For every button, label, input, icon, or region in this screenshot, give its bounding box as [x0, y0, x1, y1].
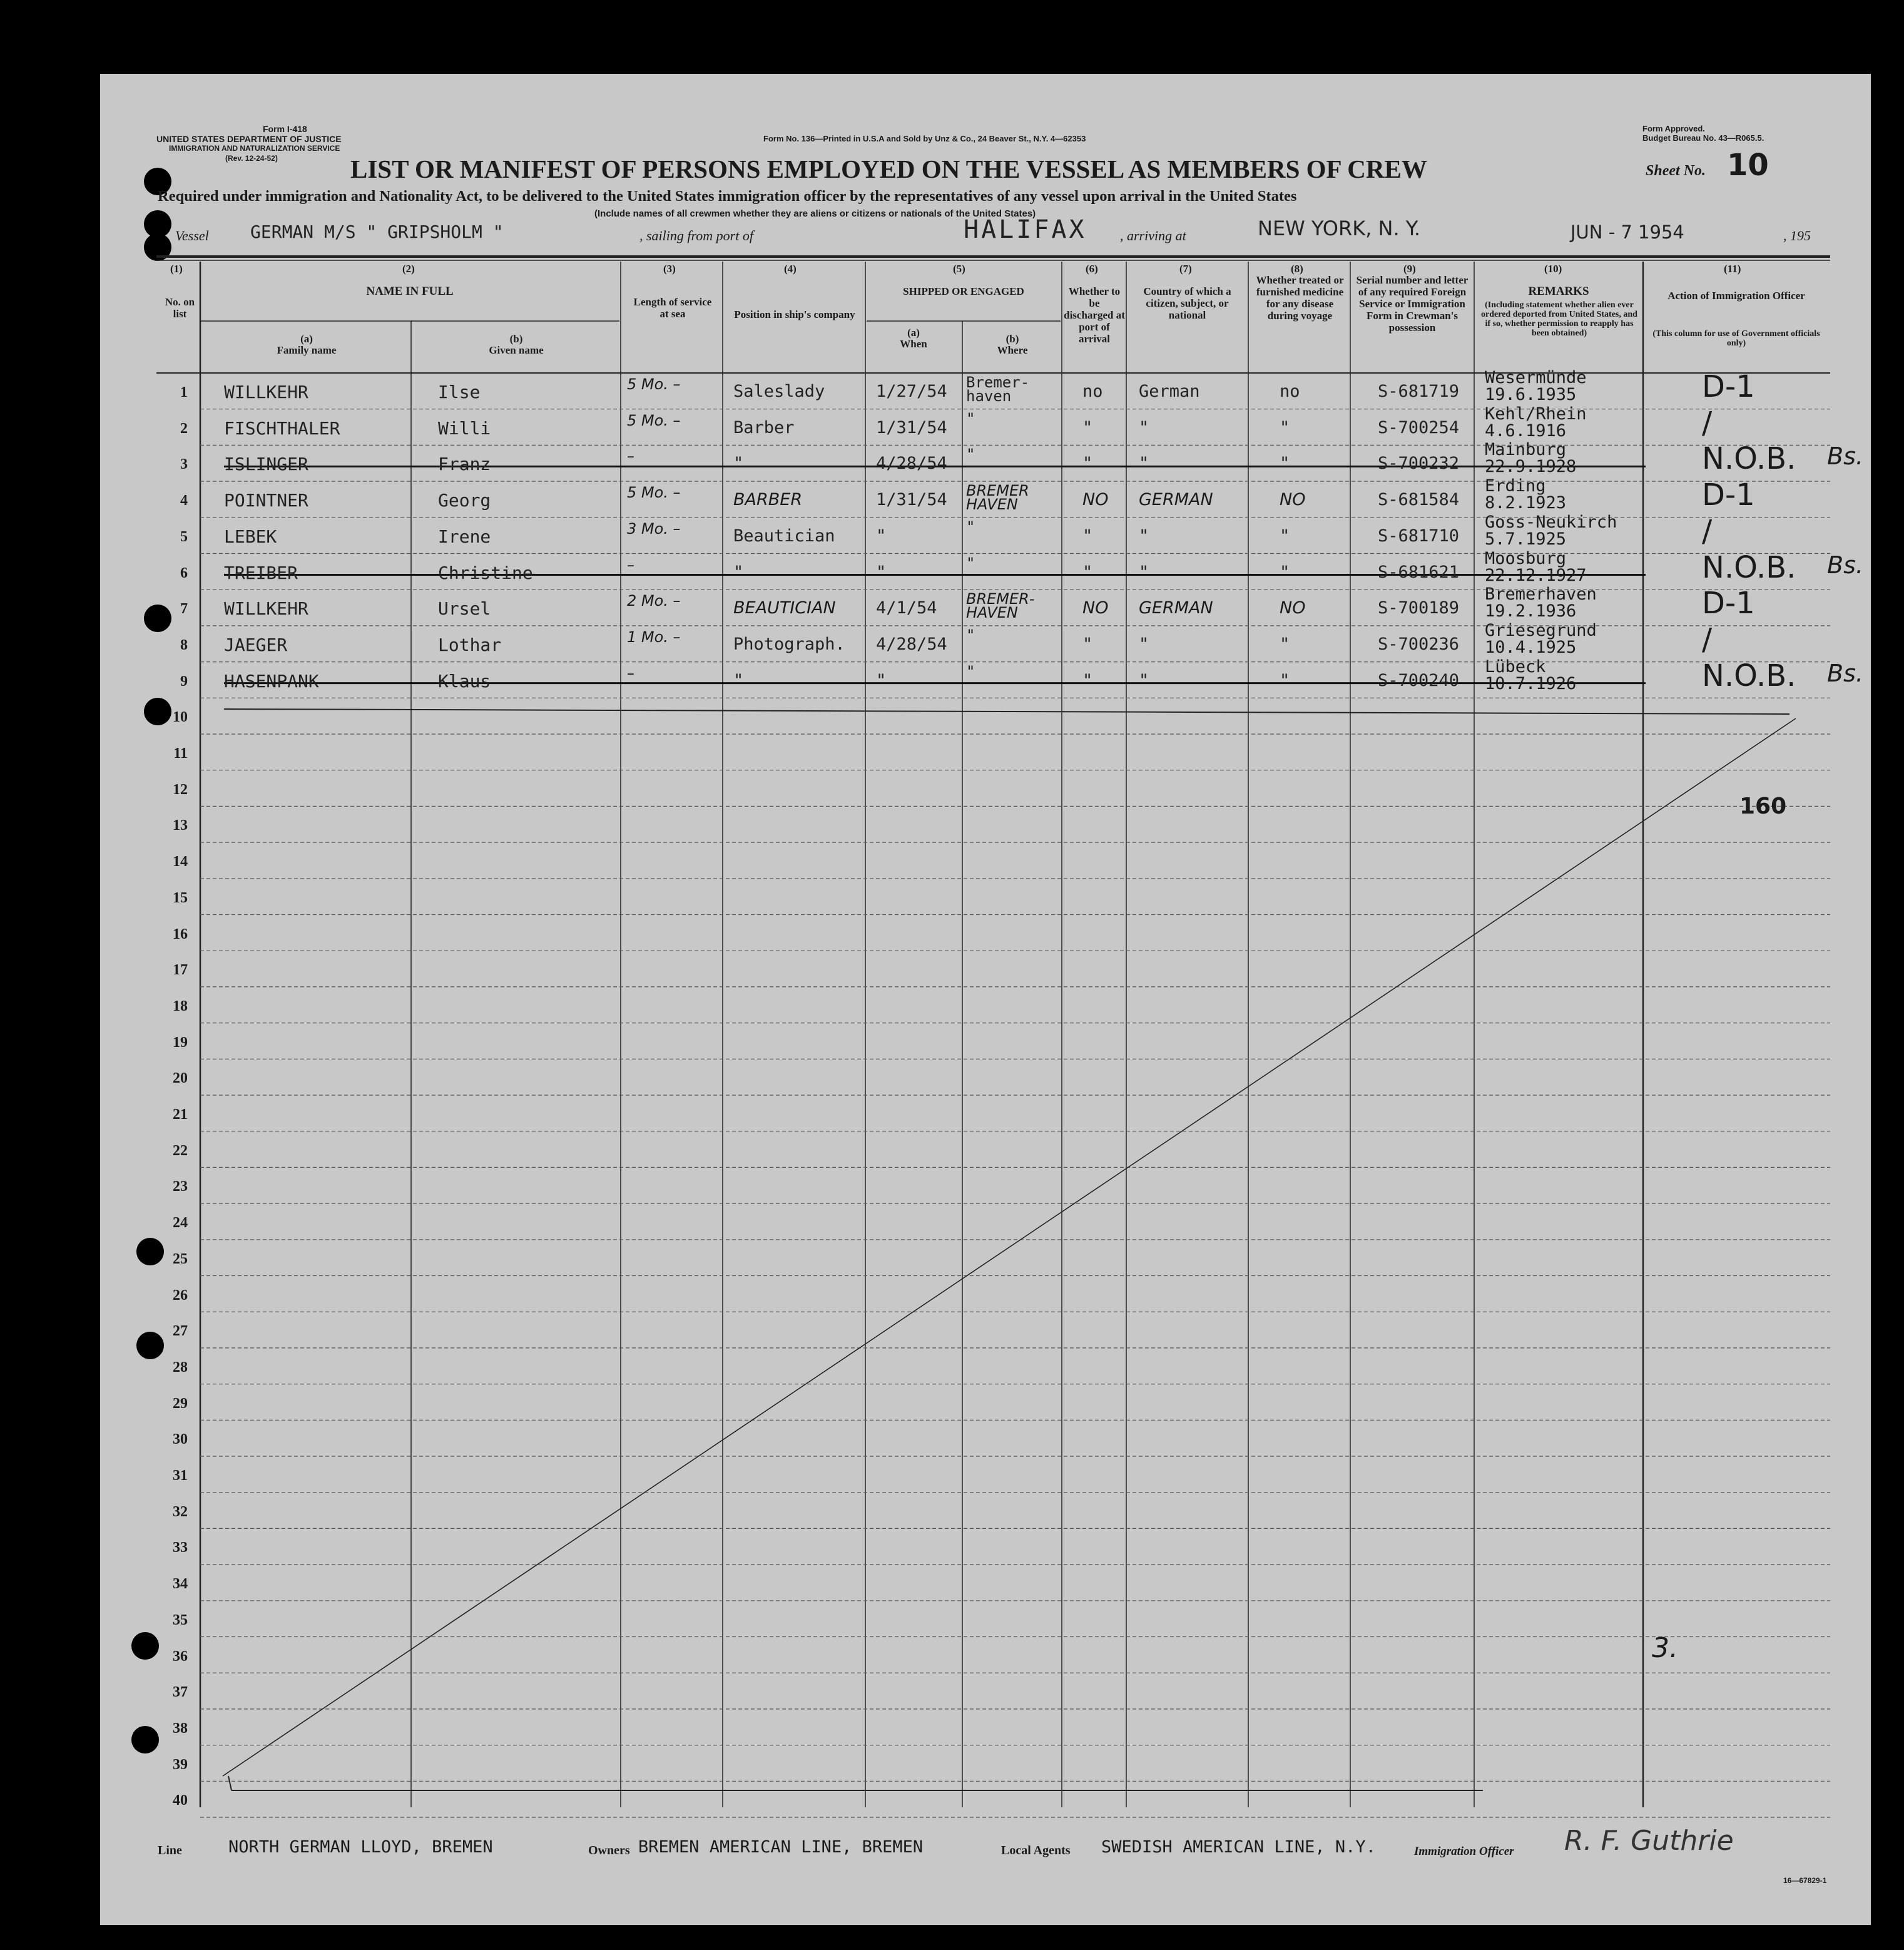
- col-serial: Serial number and letter of any required Foreign Service or Immigration Form in Crewman's possession: [1356, 274, 1469, 334]
- col-number: (5): [953, 263, 965, 275]
- row-number: 36: [173, 1648, 188, 1665]
- col-given-letter: (b): [509, 333, 523, 345]
- col-number: (3): [663, 263, 676, 275]
- country: ": [1139, 454, 1149, 474]
- length-of-service: 5 Mo. –: [627, 411, 681, 429]
- officer-initial: Bs.: [1827, 551, 1863, 579]
- discharged: ": [1082, 670, 1093, 690]
- form-approval: Budget Bureau No. 43—R065.5.: [1642, 133, 1764, 143]
- serial-number: S-681621: [1378, 562, 1460, 582]
- discharged: ": [1082, 454, 1093, 474]
- discharged: ": [1082, 562, 1093, 582]
- serial-number: S-700189: [1378, 598, 1460, 618]
- position: BARBER: [733, 490, 803, 510]
- serial-number: S-700236: [1378, 634, 1460, 654]
- immigration-action: /: [1702, 405, 1713, 441]
- agents-value: SWEDISH AMERICAN LINE, N.Y.: [1101, 1837, 1376, 1857]
- include-note: (Include names of all crewmen whether they are aliens or citizens or nationals of the United States): [594, 208, 1036, 219]
- remark-birthplace: Bremerhaven: [1485, 584, 1597, 605]
- row-number: 14: [173, 854, 188, 870]
- agents-label: Local Agents: [1001, 1844, 1071, 1857]
- col-name-in-full: NAME IN FULL: [366, 285, 454, 298]
- length-of-service: 3 Mo. –: [627, 519, 681, 538]
- departure-port: HALIFAX: [964, 215, 1087, 244]
- row-number: 20: [173, 1070, 188, 1087]
- treated: ": [1280, 670, 1290, 690]
- row-number: 37: [173, 1684, 188, 1701]
- length-of-service: 2 Mo. –: [627, 592, 681, 610]
- length-of-service: –: [627, 447, 634, 466]
- form-subtitle: Required under immigration and Nationality Act, to be delivered to the United States immigration officer by the representatives of any vessel upon arrival in the United States: [158, 188, 1297, 205]
- col-length: Length of service at sea: [633, 296, 712, 320]
- row-number: 35: [173, 1611, 188, 1628]
- discharged: ": [1082, 526, 1093, 546]
- when-engaged: 1/27/54: [876, 382, 947, 401]
- col-when-letter: (a): [907, 327, 920, 339]
- col-position: Position in ship's company: [734, 309, 855, 320]
- row-number: 29: [173, 1395, 188, 1412]
- remark-birthplace: Lübeck: [1485, 656, 1546, 676]
- row-number: 18: [173, 998, 188, 1014]
- treated: no: [1280, 382, 1300, 401]
- form-agency-line: (Rev. 12-24-52): [225, 154, 278, 163]
- when-engaged: 4/28/54: [876, 634, 947, 654]
- when-engaged: 4/28/54: [876, 454, 947, 474]
- family-name: ISLINGER: [224, 454, 308, 475]
- family-name: POINTNER: [224, 490, 308, 511]
- serial-number: S-681719: [1378, 382, 1460, 401]
- where-engaged: ": [966, 554, 975, 572]
- row-number: 34: [173, 1576, 188, 1593]
- remark-birthdate: 22.12.1927: [1485, 565, 1587, 585]
- row-number: 6: [180, 564, 188, 581]
- given-name: Christine: [438, 562, 533, 583]
- col-remarks: REMARKS: [1528, 285, 1589, 298]
- remark-birthdate: 10.7.1926: [1485, 673, 1577, 693]
- pencil-mark: 3.: [1652, 1632, 1678, 1664]
- remark-birthplace: Goss-Neukirch: [1485, 512, 1617, 532]
- where-engaged: BREMER- HAVEN: [966, 590, 1035, 622]
- length-of-service: –: [627, 664, 634, 682]
- sheet-label: Sheet No.: [1646, 163, 1706, 179]
- length-of-service: 5 Mo. –: [627, 484, 681, 502]
- where-engaged: ": [966, 409, 975, 427]
- vessel-label: Vessel: [175, 228, 209, 243]
- country: ": [1139, 526, 1149, 546]
- position: ": [733, 454, 744, 474]
- discharged: NO: [1082, 598, 1109, 618]
- length-of-service: 1 Mo. –: [627, 628, 681, 646]
- serial-number: S-700240: [1378, 670, 1460, 690]
- immigration-action: D-1: [1702, 477, 1755, 513]
- col-number: (4): [784, 263, 797, 275]
- country: German: [1139, 382, 1200, 401]
- row-number: 1: [180, 384, 188, 401]
- country: ": [1139, 417, 1149, 437]
- when-engaged: 1/31/54: [876, 490, 947, 510]
- when-engaged: ": [876, 562, 887, 582]
- row-number: 25: [173, 1250, 188, 1267]
- form-title: LIST OR MANIFEST OF PERSONS EMPLOYED ON THE VESSEL AS MEMBERS OF CREW: [350, 155, 1427, 183]
- row-number: 17: [173, 962, 188, 979]
- arrival-date: JUN - 7 1954: [1571, 222, 1684, 243]
- treated: ": [1280, 454, 1290, 474]
- position: Saleslady: [733, 382, 825, 401]
- row-number: 7: [180, 601, 188, 618]
- col-family-name: Family name: [277, 344, 337, 356]
- col-treated: Whether treated or furnished medicine for any disease during voyage: [1256, 274, 1344, 322]
- treated: ": [1280, 634, 1290, 654]
- col-discharged: Whether to be discharged at port of arrival: [1064, 285, 1125, 345]
- row-number: 31: [173, 1468, 188, 1484]
- row-number: 24: [173, 1215, 188, 1232]
- row-number: 23: [173, 1178, 188, 1195]
- form-code: 16—67829-1: [1783, 1876, 1827, 1885]
- family-name: HASENPANK: [224, 670, 319, 692]
- remark-birthdate: 19.2.1936: [1485, 601, 1577, 621]
- row-number: 39: [173, 1756, 188, 1773]
- col-number: (10): [1544, 263, 1562, 275]
- row-number: 30: [173, 1431, 188, 1448]
- family-name: FISCHTHALER: [224, 417, 340, 439]
- row-number: 32: [173, 1503, 188, 1520]
- given-name: Lothar: [438, 634, 502, 655]
- owners-value: BREMEN AMERICAN LINE, BREMEN: [638, 1837, 924, 1857]
- given-name: Georg: [438, 490, 491, 511]
- printer-note: Form No. 136—Printed in U.S.A and Sold by Unz & Co., 24 Beaver St., N.Y. 4—62353: [763, 134, 1086, 143]
- row-number: 13: [173, 817, 188, 834]
- when-engaged: 1/31/54: [876, 417, 947, 437]
- form-agency-line: Form I-418: [263, 124, 307, 134]
- given-name: Ursel: [438, 598, 491, 620]
- treated: ": [1280, 562, 1290, 582]
- row-number: 11: [173, 745, 188, 762]
- remark-birthplace: Griesegrund: [1485, 620, 1597, 640]
- col-number: (1): [170, 263, 183, 275]
- position: Barber: [733, 417, 795, 437]
- immigration-action: /: [1702, 621, 1713, 657]
- immigration-action: D-1: [1702, 369, 1755, 404]
- given-name: Willi: [438, 417, 491, 439]
- position: ": [733, 562, 744, 582]
- officer-signature: R. F. Guthrie: [1564, 1825, 1734, 1857]
- line-value: NORTH GERMAN LLOYD, BREMEN: [228, 1837, 493, 1857]
- arriving-label: , arriving at: [1120, 228, 1186, 243]
- col-number: (8): [1291, 263, 1303, 275]
- officer-label: Immigration Officer: [1414, 1845, 1514, 1858]
- immigration-action: N.O.B.: [1702, 658, 1796, 693]
- when-engaged: ": [876, 670, 887, 690]
- serial-number: S-681584: [1378, 490, 1460, 510]
- remark-birthplace: Moosburg: [1485, 548, 1567, 568]
- when-engaged: ": [876, 526, 887, 546]
- family-name: LEBEK: [224, 526, 277, 547]
- officer-initial: Bs.: [1827, 442, 1863, 471]
- remark-birthdate: 8.2.1923: [1485, 493, 1567, 513]
- where-engaged: ": [966, 518, 975, 536]
- family-name: WILLKEHR: [224, 382, 308, 402]
- col-given-name: Given name: [489, 344, 544, 356]
- col-country: Country of which a citizen, subject, or national: [1143, 285, 1231, 321]
- count-annotation: 160: [1739, 794, 1787, 819]
- form-agency-line: UNITED STATES DEPARTMENT OF JUSTICE: [156, 134, 342, 144]
- serial-number: S-700254: [1378, 417, 1460, 437]
- position: BEAUTICIAN: [733, 598, 836, 618]
- row-number: 10: [173, 709, 188, 726]
- row-number: 16: [173, 926, 188, 942]
- col-when: When: [900, 338, 927, 350]
- given-name: Irene: [438, 526, 491, 547]
- row-number: 9: [180, 673, 188, 690]
- country: ": [1139, 562, 1149, 582]
- given-name: Franz: [438, 454, 491, 475]
- manifest-sheet: [100, 74, 1871, 1925]
- col-number: (6): [1086, 263, 1098, 275]
- col-family-letter: (a): [300, 333, 313, 345]
- country: GERMAN: [1139, 490, 1213, 510]
- position: ": [733, 670, 744, 690]
- form-approval: Form Approved.: [1642, 124, 1705, 133]
- arrival-port: NEW YORK, N. Y.: [1258, 217, 1421, 240]
- col-no-on-list: No. on list: [165, 296, 195, 320]
- row-number: 21: [173, 1106, 188, 1123]
- serial-number: S-681710: [1378, 526, 1460, 546]
- sailing-label: , sailing from port of: [639, 228, 753, 243]
- where-engaged: BREMER HAVEN: [966, 482, 1029, 514]
- row-number: 26: [173, 1287, 188, 1304]
- row-number: 28: [173, 1359, 188, 1376]
- remark-birthplace: Erding: [1485, 476, 1546, 496]
- immigration-action: /: [1702, 513, 1713, 549]
- sheet-number: 10: [1727, 148, 1769, 183]
- remark-birthdate: 5.7.1925: [1485, 529, 1567, 549]
- when-engaged: 4/1/54: [876, 598, 937, 618]
- remark-birthplace: Mainburg: [1485, 440, 1567, 460]
- length-of-service: –: [627, 556, 634, 574]
- family-name: WILLKEHR: [224, 598, 308, 620]
- remark-birthplace: Wesermünde: [1485, 368, 1587, 387]
- row-number: 12: [173, 781, 188, 798]
- col-number: (11): [1724, 263, 1741, 275]
- where-engaged: Bremer- haven: [966, 374, 1030, 405]
- family-name: TREIBER: [224, 562, 298, 583]
- row-number: 38: [173, 1720, 188, 1737]
- col-where-letter: (b): [1005, 333, 1019, 345]
- treated: ": [1280, 526, 1290, 546]
- treated: NO: [1280, 598, 1306, 618]
- col-remarks-note: (Including statement whether alien ever ordered deported from United States, and if so, whether permission to reapply has been obtained): [1481, 300, 1637, 338]
- given-name: Klaus: [438, 670, 491, 692]
- row-number: 4: [180, 493, 188, 509]
- remark-birthplace: Kehl/Rhein: [1485, 404, 1587, 424]
- col-number: (2): [402, 263, 415, 275]
- position: Beautician: [733, 526, 835, 546]
- position: Photograph.: [733, 634, 845, 654]
- row-number: 2: [180, 420, 188, 437]
- col-number: (7): [1179, 263, 1192, 275]
- remark-birthdate: 19.6.1935: [1485, 385, 1577, 404]
- discharged: ": [1082, 417, 1093, 437]
- treated: ": [1280, 417, 1290, 437]
- remark-birthdate: 4.6.1916: [1485, 421, 1567, 441]
- officer-initial: Bs.: [1827, 659, 1863, 687]
- family-name: JAEGER: [224, 634, 288, 655]
- country: GERMAN: [1139, 598, 1213, 618]
- immigration-action: N.O.B.: [1702, 549, 1796, 585]
- where-engaged: ": [966, 446, 975, 464]
- row-number: 5: [180, 528, 188, 545]
- row-number: 27: [173, 1323, 188, 1340]
- row-number: 15: [173, 889, 188, 906]
- owners-label: Owners: [588, 1844, 630, 1857]
- where-engaged: ": [966, 662, 975, 680]
- immigration-action: N.O.B.: [1702, 441, 1796, 477]
- country: ": [1139, 670, 1149, 690]
- country: ": [1139, 634, 1149, 654]
- discharged: ": [1082, 634, 1093, 654]
- length-of-service: 5 Mo. –: [627, 375, 681, 393]
- col-action-note: (This column for use of Government officials only): [1652, 329, 1820, 348]
- vessel-name: GERMAN M/S " GRIPSHOLM ": [250, 222, 504, 242]
- immigration-action: D-1: [1702, 586, 1755, 621]
- row-number: 40: [173, 1792, 188, 1809]
- col-where: Where: [997, 344, 1028, 356]
- col-action: Action of Immigration Officer: [1667, 290, 1805, 302]
- treated: NO: [1280, 490, 1306, 510]
- remark-birthdate: 10.4.1925: [1485, 637, 1577, 657]
- row-number: 8: [180, 636, 188, 653]
- discharged: no: [1082, 382, 1103, 401]
- form-agency-line: IMMIGRATION AND NATURALIZATION SERVICE: [169, 144, 340, 153]
- row-number: 33: [173, 1539, 188, 1556]
- given-name: Ilse: [438, 382, 481, 402]
- discharged: NO: [1082, 490, 1109, 510]
- year-suffix: , 195: [1783, 228, 1811, 243]
- remark-birthdate: 22.9.1928: [1485, 457, 1577, 477]
- row-number: 22: [173, 1142, 188, 1159]
- row-number: 3: [180, 456, 188, 473]
- col-shipped: SHIPPED OR ENGAGED: [903, 285, 1024, 297]
- serial-number: S-700232: [1378, 454, 1460, 474]
- line-label: Line: [158, 1844, 182, 1857]
- col-number: (9): [1403, 263, 1416, 275]
- row-number: 19: [173, 1034, 188, 1051]
- where-engaged: ": [966, 626, 975, 644]
